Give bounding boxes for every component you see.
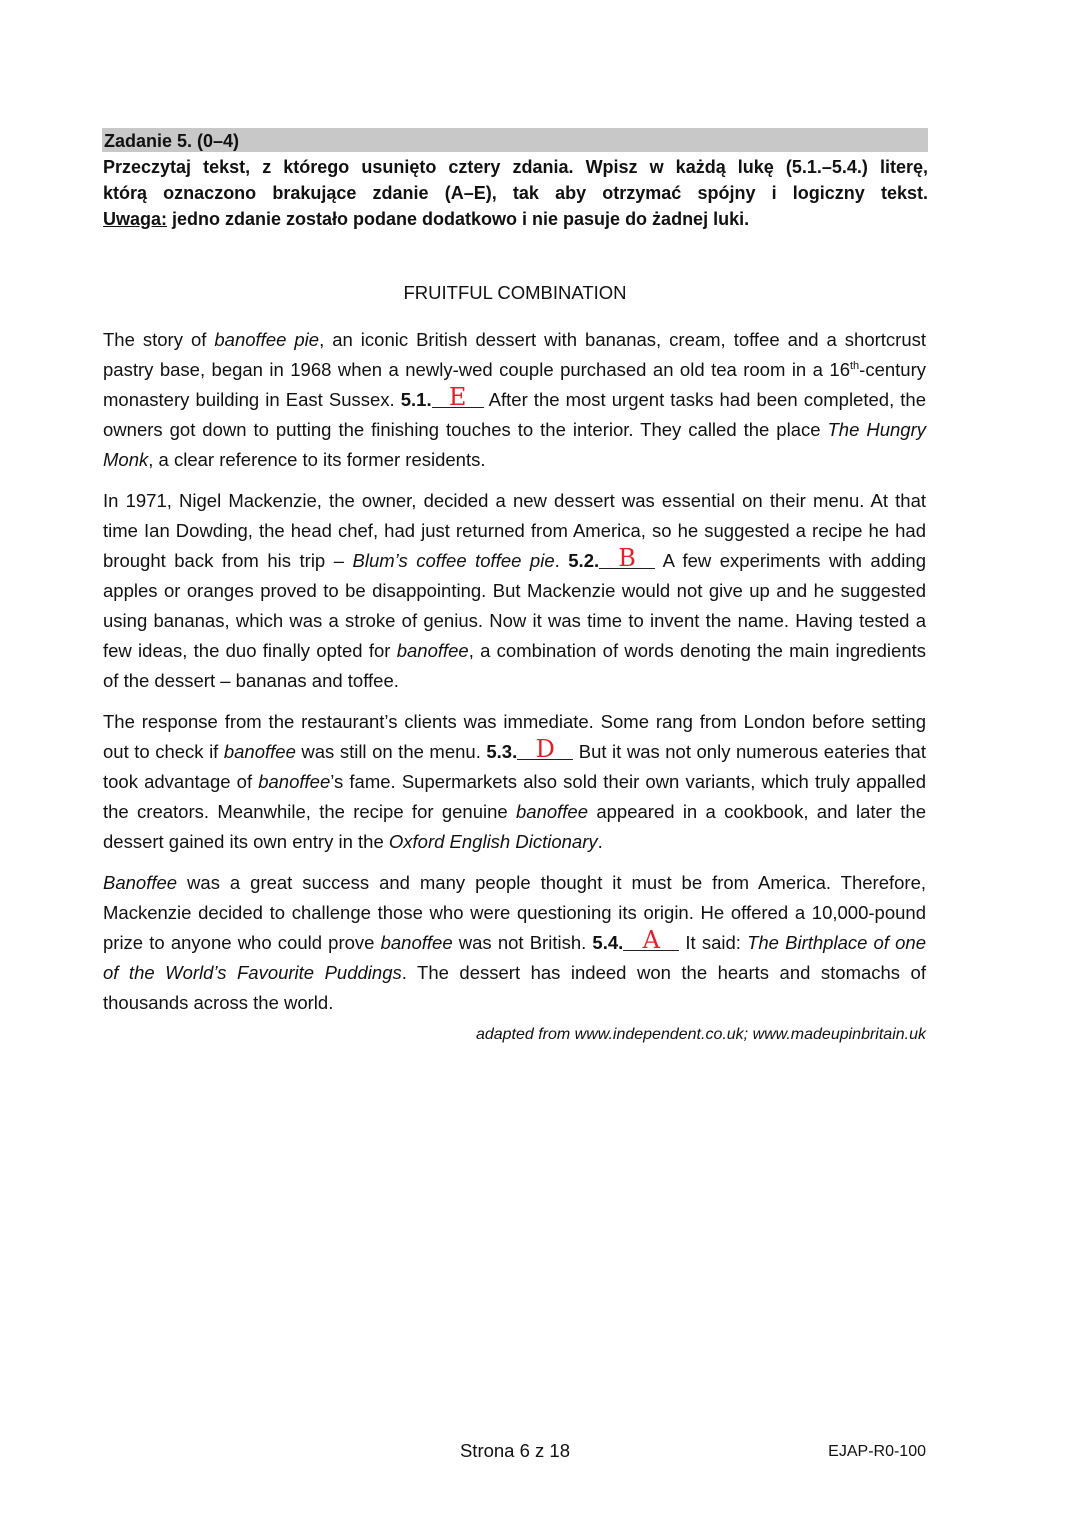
handwritten-answer-5-1: E — [448, 383, 467, 411]
gap-5-2[interactable] — [599, 544, 655, 572]
text-run: It said: — [679, 932, 748, 953]
paragraph-4 — [103, 868, 926, 1018]
paragraph-2 — [103, 486, 926, 696]
paragraph-1 — [103, 325, 926, 475]
note-text: jedno zdanie zostało podane dodatkowo i nie pasuje do żadnej luki. — [167, 209, 750, 229]
gap-label-5-3: 5.3. — [486, 741, 518, 762]
text-run: . — [597, 831, 603, 852]
gap-5-1[interactable] — [432, 383, 484, 411]
text-run: . — [554, 550, 569, 571]
text-run: was still on the menu. — [295, 741, 487, 762]
source-citation: adapted from www.independent.co.uk; www.madeupinbritain.uk — [475, 1026, 926, 1043]
text-run: A few experiments with adding apples or oranges proved to be disappointing. But Mackenzie would not give up and he suggested using bananas, which was a stroke of genius. Now it was time to invent the name. Having tested a few ideas, the duo finally opted for — [103, 550, 926, 661]
italic-run: banoffee pie — [214, 329, 320, 350]
text-run: . The dessert has indeed won the hearts and stomachs of thousands across the world. — [103, 962, 926, 1013]
text-run: was a great success and many people thought it must be from America. Therefore, Mackenzie decided to challenge those who were questioning its origin. He offered a 10,000-pound prize to anyone who could prove — [103, 872, 926, 953]
italic-run: banoffee — [516, 801, 589, 822]
text-run: , an iconic British dessert with bananas, cream, toffee and a shortcrust pastry base, began in 1968 when a newly-wed couple purchased an old tea room in a 16 — [103, 329, 926, 380]
italic-run: The Hungry Monk — [103, 419, 926, 470]
paragraph-3 — [103, 707, 926, 857]
gap-label-5-4: 5.4. — [592, 932, 624, 953]
handwritten-answer-5-3: D — [535, 735, 555, 763]
article-title: FRUITFUL COMBINATION — [403, 282, 627, 303]
note-label: Uwaga: — [103, 209, 168, 229]
superscript: th — [849, 360, 860, 372]
instruction-line-2: którą oznaczono brakujące zdanie (A–E), tak aby otrzymać spójny i logiczny tekst. — [103, 183, 928, 203]
italic-run: The Birthplace of one of the World’s Favourite Puddings — [103, 932, 926, 983]
article-body — [103, 325, 926, 1029]
gap-5-3[interactable] — [517, 735, 573, 763]
gap-label-5-1: 5.1. — [400, 389, 432, 410]
text-run: appeared in a cookbook, and later the dessert gained its own entry in the — [103, 801, 926, 852]
italic-run: banoffee — [380, 932, 453, 953]
task-header: Zadanie 5. (0–4) — [102, 128, 928, 152]
instruction-line-1: Przeczytaj tekst, z którego usunięto cztery zdania. Wpisz w każdą lukę (5.1.–5.4.) literę, — [103, 157, 928, 177]
text-run: After the most urgent tasks had been completed, the owners got down to putting the finishing touches to the interior. They called the place — [103, 389, 926, 440]
handwritten-answer-5-4: A — [642, 926, 660, 954]
exam-code: EJAP-R0-100 — [828, 1443, 926, 1460]
italic-run: Oxford English Dictionary — [388, 831, 598, 852]
task-instructions — [103, 154, 928, 232]
handwritten-answer-5-2: B — [618, 544, 636, 572]
italic-run: banoffee — [223, 741, 296, 762]
text-run: , a combination of words denoting the main ingredients of the dessert – bananas and toffee. — [103, 640, 926, 691]
text-run: ’s fame. Supermarkets also sold their own variants, which truly appalled the creators. Meanwhile, the recipe for genuine — [103, 771, 926, 822]
text-run: But it was not only numerous eateries that took advantage of — [103, 741, 926, 792]
italic-run: Banoffee — [103, 872, 178, 893]
italic-run: banoffee — [396, 640, 469, 661]
text-run: -century monastery building in East Sussex. — [103, 359, 926, 410]
gap-label-5-2: 5.2. — [568, 550, 600, 571]
text-run: The response from the restaurant’s clients was immediate. Some rang from London before setting out to check if — [103, 711, 926, 762]
instruction-note — [103, 206, 928, 232]
text-run: was not British. — [452, 932, 593, 953]
italic-run: banoffee — [258, 771, 331, 792]
text-run: The story of — [103, 329, 215, 350]
text-run: , a clear reference to its former residents. — [148, 449, 486, 470]
gap-5-4[interactable] — [623, 926, 679, 954]
page-number: Strona 6 z 18 — [459, 1440, 571, 1461]
text-run: In 1971, Nigel Mackenzie, the owner, decided a new dessert was essential on their menu. At that time Ian Dowding, the head chef, had just returned from America, so he suggested a recipe he had brought back from his trip – — [103, 490, 926, 571]
italic-run: Blum’s coffee toffee pie — [352, 550, 555, 571]
